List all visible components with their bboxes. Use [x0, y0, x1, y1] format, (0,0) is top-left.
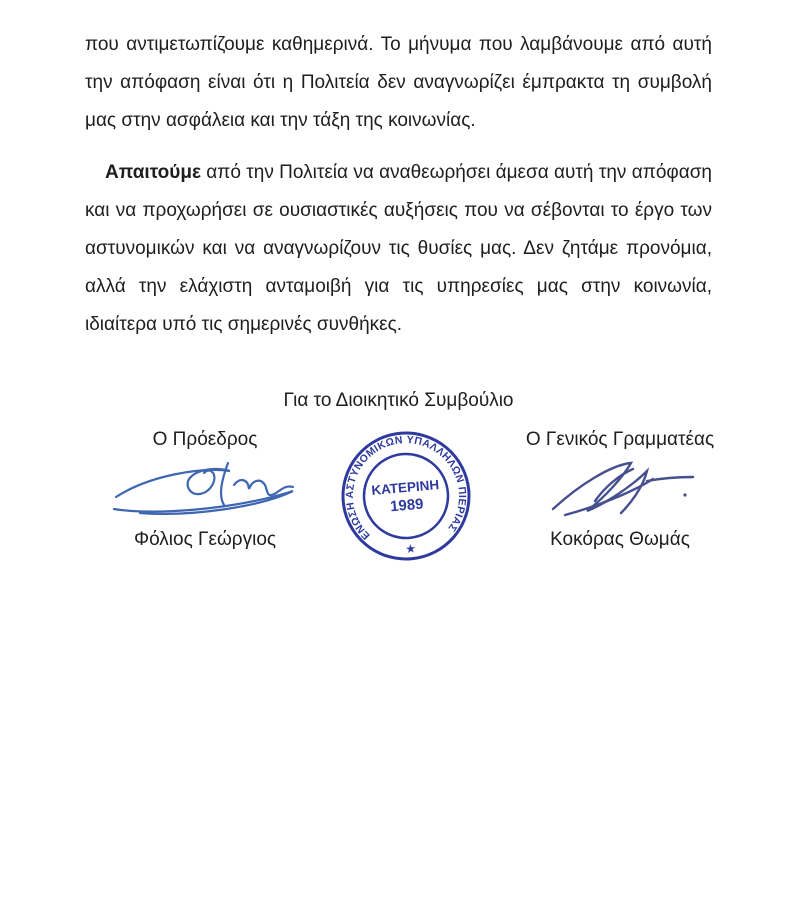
president-block [110, 426, 300, 554]
union-stamp [338, 428, 474, 564]
stamp-city-text: ΚΑΤΕΡΙΝΗ [370, 477, 440, 498]
demand-word-bold: Απαιτούμε [105, 162, 201, 183]
president-signature-icon [110, 454, 300, 526]
secretary-name: Κοκόρας Θωμάς [550, 529, 690, 550]
body-paragraph-2-text: από την Πολιτεία να αναθεωρήσει άμεσα αυτή την απόφαση και να προχωρήσει σε ουσιαστικές αυξήσεις που να σέβονται το έργο των αστυνομικών και να αναγνωρίζουν τις θυσίες μας. Δεν ζητάμε προνόμια, αλλά την ελάχιστη ανταμοιβή για τις υπηρεσίες μας στην κοινωνία, ιδιαίτερα υπό τις σημερινές συνθήκες. [85, 162, 712, 335]
body-paragraph-2 [85, 154, 712, 344]
stamp-ring-text: ΕΝΩΣΗ ΑΣΤΥΝΟΜΙΚΩΝ ΥΠΑΛΛΗΛΩΝ ΠΙΕΡΙΑΣ [343, 433, 469, 542]
secretary-signature-icon [535, 454, 705, 526]
secretary-title: Ο Γενικός Γραμματέας [525, 429, 715, 450]
union-stamp-icon [338, 428, 474, 564]
president-name: Φόλιος Γεώργιος [133, 529, 277, 550]
body-paragraph-1: που αντιμετωπίζουμε καθημερινά. Το μήνυμα που λαμβάνουμε από αυτή την απόφαση είναι ότι η Πολιτεία δεν αναγνωρίζει έμπρακτα τη συμβολή μας στην ασφάλεια και την τάξη της κοινωνίας. [85, 34, 712, 131]
committee-heading: Για το Διοικητικό Συμβούλιο [283, 390, 514, 411]
president-title: Ο Πρόεδρος [152, 429, 258, 450]
stamp-year-text: 1989 [389, 495, 425, 516]
secretary-block [505, 426, 735, 554]
stamp-star-icon: ★ [404, 541, 417, 557]
signature-row [85, 426, 715, 596]
